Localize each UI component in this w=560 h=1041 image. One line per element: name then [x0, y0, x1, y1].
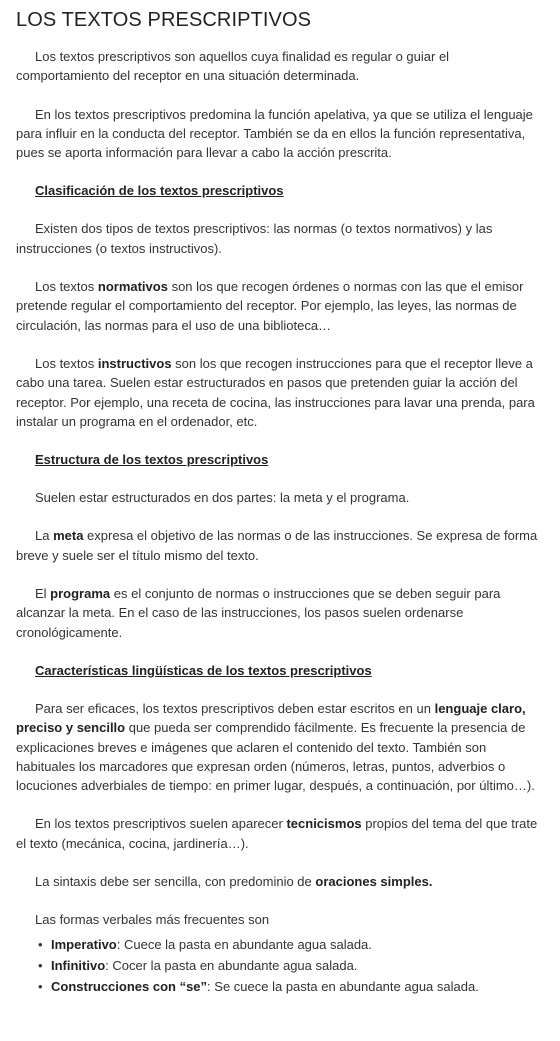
- syntax-paragraph: La sintaxis debe ser sencilla, con predominio de oraciones simples.: [35, 874, 433, 890]
- instructivos-term: instructivos: [97, 355, 172, 371]
- section-heading-estructura: Estructura de los textos prescriptivos: [35, 452, 269, 468]
- verb-forms-paragraph: Las formas verbales más frecuentes son: [35, 912, 270, 928]
- list-item: [38, 935, 544, 954]
- normativos-term: normativos: [97, 279, 168, 295]
- programa-paragraph: El programa es el conjunto de normas o instrucciones que se deben seguir para alcanzar la meta. En el caso de las instrucciones, los pasos suelen ordenarse cronológicamente.: [16, 586, 501, 640]
- language-paragraph: Para ser eficaces, los textos prescriptivos deben estar escritos en un lenguaje claro, preciso y sencillo que pueda ser comprendido fácilmente. Es frecuente la presencia de explicaciones breves e imágenes que aclaren el contenido del texto. También son habituales los marcadores que expresan orden (números, letras, puntos, adverbios o locuciones adverbiales de tiempo: en primer lugar, después, a continuación, por último…).: [16, 700, 535, 794]
- types-paragraph: Existen dos tipos de textos prescriptivos: las normas (o textos normativos) y las instrucciones (o textos instructivos).: [16, 221, 493, 256]
- list-item-text: : Se cuece la pasta en abundante agua salada.: [207, 979, 479, 995]
- tecnicismos-paragraph: En los textos prescriptivos suelen aparecer tecnicismos propios del tema del que trate el texto (mecánica, cocina, jardinería…).: [16, 816, 538, 851]
- list-item-term: Imperativo: [51, 936, 117, 952]
- list-item-term: Construcciones con “se”: [51, 979, 208, 995]
- meta-term: meta: [53, 528, 84, 544]
- programa-term: programa: [50, 586, 111, 602]
- bullet-icon: •: [38, 957, 43, 973]
- instructivos-paragraph: Los textos instructivos son los que recogen instrucciones para que el receptor lleve a cabo una tarea. Suelen estar estructurados en pasos que pretenden guiar la acción del receptor. Por ejemplo, una receta de cocina, las instrucciones para lavar una prenda, para instalar un programa en el ordenador, etc.: [16, 355, 535, 429]
- structure-paragraph: Suelen estar estructurados en dos partes: la meta y el programa.: [35, 490, 410, 506]
- bullet-icon: •: [38, 936, 43, 952]
- section-heading-caracteristicas: Características lingüísticas de los textos prescriptivos: [35, 662, 372, 678]
- function-paragraph: En los textos prescriptivos predomina la función apelativa, ya que se utiliza el lenguaje para influir en la conducta del receptor. También se da en ellos la función representativa, pues se aporta información para llevar a cabo la acción prescrita.: [16, 106, 533, 161]
- normativos-paragraph: Los textos normativos son los que recogen órdenes o normas con las que el emisor pretende regular el comportamiento del receptor. Por ejemplo, las leyes, las normas de circulación, las normas para el uso de una biblioteca…: [16, 279, 524, 333]
- list-item-text: : Cocer la pasta en abundante agua salada.: [105, 957, 358, 973]
- meta-paragraph: La meta expresa el objetivo de las normas o de las instrucciones. Se expresa de forma breve y suele ser el título mismo del texto.: [16, 528, 538, 563]
- section-heading-clasificacion: Clasificación de los textos prescriptivos: [35, 183, 284, 199]
- oraciones-term: oraciones simples.: [315, 874, 433, 890]
- page-title: LOS TEXTOS PRESCRIPTIVOS: [16, 9, 312, 31]
- verb-forms-list: [16, 935, 544, 997]
- list-item: [38, 977, 544, 996]
- list-item: [38, 956, 544, 975]
- language-term: lenguaje claro, preciso y sencillo: [16, 700, 526, 736]
- tecnicismos-term: tecnicismos: [286, 816, 362, 832]
- bullet-icon: •: [38, 979, 43, 995]
- list-item-term: Infinitivo: [51, 957, 106, 973]
- list-item-text: : Cuece la pasta en abundante agua salada.: [116, 936, 372, 952]
- intro-paragraph: Los textos prescriptivos son aquellos cuya finalidad es regular o guiar el comportamiento del receptor en una situación determinada.: [16, 49, 450, 84]
